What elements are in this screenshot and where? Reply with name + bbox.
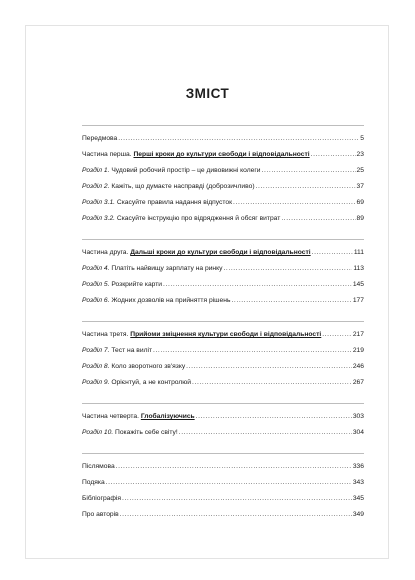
page-number: 177 xyxy=(352,297,364,304)
entry-prefix: Розділ 8. xyxy=(82,363,112,370)
entry-title: Розкрийте карти xyxy=(111,281,163,288)
toc-entry xyxy=(82,147,364,163)
dot-leader xyxy=(153,343,352,359)
page-title: ЗМІСТ xyxy=(185,86,230,101)
entry-title: Чудовий робочий простір – це дивовижні колеги xyxy=(111,167,261,174)
entry-prefix: Розділ 3.2. xyxy=(82,215,117,222)
page-number: 336 xyxy=(352,463,364,470)
toc-entry xyxy=(82,277,364,293)
page-number: 267 xyxy=(352,379,364,386)
entry-label xyxy=(82,359,185,375)
toc-entry xyxy=(82,491,364,507)
page-number: 349 xyxy=(352,511,364,518)
entry-label xyxy=(82,131,117,147)
entry-title: Покажіть себе світу! xyxy=(115,429,178,436)
toc-group xyxy=(82,125,364,227)
entry-title: Тест на виліт xyxy=(111,347,153,354)
entry-prefix: Розділ 6. xyxy=(82,297,112,304)
page-number: 5 xyxy=(360,135,364,142)
dot-leader xyxy=(196,409,352,425)
entry-title: Дальші кроки до культури свободи і відповідальності xyxy=(130,249,311,256)
dot-leader xyxy=(322,327,352,343)
page-number: 303 xyxy=(352,413,364,420)
entry-prefix: Розділ 9. xyxy=(82,379,112,386)
page-number: 111 xyxy=(353,249,364,256)
entry-prefix: Розділ 1. xyxy=(82,167,112,174)
entry-prefix: Розділ 2. xyxy=(82,183,112,190)
toc-entry xyxy=(82,359,364,375)
toc-entry xyxy=(82,261,364,277)
entry-prefix: Розділ 5. xyxy=(82,281,112,288)
entry-prefix: Частина друга. xyxy=(82,249,131,256)
entry-label xyxy=(82,375,191,391)
toc-entry xyxy=(82,245,364,261)
page-number: 69 xyxy=(356,199,364,206)
entry-label xyxy=(82,277,162,293)
entry-title: Скасуйте інструкцію про відрядження й обсяг витрат xyxy=(116,215,281,222)
entry-label xyxy=(82,343,152,359)
table-of-contents xyxy=(82,125,364,535)
group-separator xyxy=(82,453,364,454)
toc-entry xyxy=(82,425,364,441)
entry-label xyxy=(82,195,232,211)
dot-leader xyxy=(281,211,355,227)
toc-entry xyxy=(82,293,364,309)
entry-prefix: Про авторів xyxy=(82,511,119,518)
page-number: 217 xyxy=(352,331,364,338)
entry-title: Прийоми зміцнення культури свободи і відповідальності xyxy=(130,331,322,338)
entry-title: Орієнтуй, а не контролюй xyxy=(111,379,192,386)
entry-label xyxy=(82,211,280,227)
entry-label xyxy=(82,261,222,277)
entry-title: Коло зворотного зв'язку xyxy=(111,363,186,370)
toc-entry xyxy=(82,375,364,391)
page-number: 37 xyxy=(356,183,364,190)
entry-label xyxy=(82,179,255,195)
entry-label xyxy=(82,245,311,261)
page-number: 345 xyxy=(352,495,364,502)
entry-label xyxy=(82,491,121,507)
dot-leader xyxy=(122,491,352,507)
dot-leader xyxy=(312,245,353,261)
toc-group xyxy=(82,403,364,441)
toc-entry xyxy=(82,343,364,359)
dot-leader xyxy=(256,179,356,195)
toc-entry xyxy=(82,163,364,179)
toc-group xyxy=(82,239,364,309)
page-number: 145 xyxy=(352,281,364,288)
dot-leader xyxy=(116,459,352,475)
toc-group xyxy=(82,321,364,391)
entry-label xyxy=(82,475,105,491)
toc-entry xyxy=(82,459,364,475)
toc-entry xyxy=(82,475,364,491)
toc-entry xyxy=(82,179,364,195)
entry-label xyxy=(82,163,261,179)
dot-leader xyxy=(233,195,356,211)
toc-entry xyxy=(82,409,364,425)
entry-prefix: Передмова xyxy=(82,135,118,142)
group-separator xyxy=(82,125,364,126)
entry-title: Глобалізуючись xyxy=(140,413,195,420)
dot-leader xyxy=(106,475,352,491)
entry-prefix: Розділ 10. xyxy=(82,429,116,436)
entry-label xyxy=(82,507,119,523)
dot-leader xyxy=(120,507,352,523)
page-number: 23 xyxy=(356,151,364,158)
page-number: 219 xyxy=(352,347,364,354)
page-number: 304 xyxy=(352,429,364,436)
toc-entry xyxy=(82,327,364,343)
entry-prefix: Розділ 4. xyxy=(82,265,112,272)
entry-prefix: Розділ 3.1. xyxy=(82,199,117,206)
dot-leader xyxy=(163,277,352,293)
dot-leader xyxy=(262,163,356,179)
page-number: 343 xyxy=(352,479,364,486)
entry-label xyxy=(82,425,178,441)
toc-entry xyxy=(82,211,364,227)
entry-prefix: Розділ 7. xyxy=(82,347,112,354)
entry-title: Перші кроки до культури свободи і відповідальності xyxy=(133,151,310,158)
entry-prefix: Частина четверта. xyxy=(82,413,141,420)
page-number: 89 xyxy=(356,215,364,222)
toc-entry xyxy=(82,507,364,523)
dot-leader xyxy=(192,375,352,391)
entry-label xyxy=(82,327,321,343)
group-separator xyxy=(82,403,364,404)
entry-title: Платіть найвищу зарплату на ринку xyxy=(111,265,223,272)
entry-label xyxy=(82,409,195,425)
entry-prefix: Подяка xyxy=(82,479,105,486)
entry-title: Скасуйте правила надання відпусток xyxy=(116,199,233,206)
entry-label xyxy=(82,459,115,475)
dot-leader xyxy=(311,147,356,163)
group-separator xyxy=(82,321,364,322)
entry-prefix: Частина перша. xyxy=(82,151,134,158)
entry-prefix: Частина третя. xyxy=(82,331,131,338)
dot-leader xyxy=(223,261,352,277)
entry-title: Жодних дозволів на прийняття рішень xyxy=(111,297,231,304)
dot-leader xyxy=(186,359,352,375)
page-number: 246 xyxy=(352,363,364,370)
toc-entry xyxy=(82,131,364,147)
dot-leader xyxy=(231,293,351,309)
page-number: 113 xyxy=(353,265,364,272)
entry-label xyxy=(82,293,230,309)
dot-leader xyxy=(118,131,359,147)
entry-prefix: Післямова xyxy=(82,463,115,470)
group-separator xyxy=(82,239,364,240)
entry-prefix: Бібліографія xyxy=(82,495,121,502)
dot-leader xyxy=(179,425,352,441)
page-number: 25 xyxy=(356,167,364,174)
entry-title: Кажіть, що думаєте насправді (доброзичливо) xyxy=(111,183,255,190)
entry-label xyxy=(82,147,310,163)
toc-group xyxy=(82,453,364,523)
toc-entry xyxy=(82,195,364,211)
